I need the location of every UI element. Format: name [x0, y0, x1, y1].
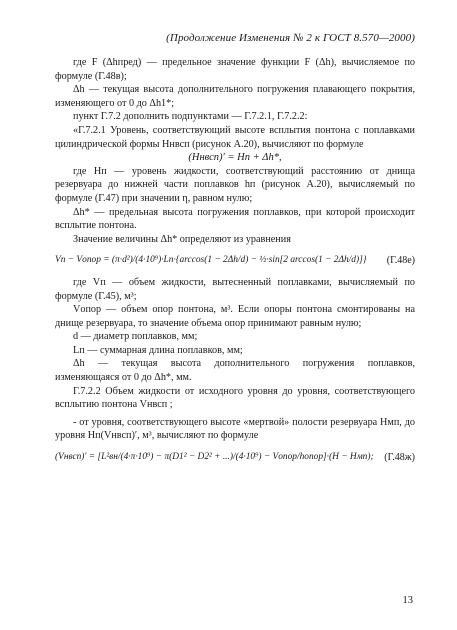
paragraph-6: Δh* — предельная высота погружения поплавков, при которой происходит всплытие понтона.	[55, 206, 415, 232]
formula-number-48zh: (Г.48ж)	[384, 452, 415, 464]
formula-float-volume: Vп − Vопор = (π·d²)/(4·10⁹)·Lп·{arccos(1 − 2Δh/d) − ½·sin[2 arccos(1 − 2Δh/d)]}	[55, 255, 367, 266]
paragraph-14: - от уровня, соответствующего высоте «мертвой» полости резервуара Hмп, до уровня Hп(Vнвсп)′, м³, вычисляют по формуле	[55, 416, 415, 442]
formula-number-48e: (Г.48е)	[386, 255, 415, 267]
paragraph-5: где Hп — уровень жидкости, соответствующий расстоянию от днища резервуара до нижней части поплавков hп (рисунок А.20), вычисляемый по формуле (Г.47) при значении η, равном нулю;	[55, 165, 415, 204]
paragraph-1: где F (Δhпред) — предельное значение функции F (Δh), вычисляемое по формуле (Г.48в);	[55, 57, 415, 82]
paragraph-2: Δh — текущая высота дополнительного погружения плавающего покрытия, изменяющего от 0 до Δh1*;	[55, 84, 415, 109]
paragraph-4: «Г.7.2.1 Уровень, соответствующий высоте всплытия понтона с поплавками цилиндрической формы Hнвсп (рисунок А.20), вычисляют по формуле	[55, 124, 415, 150]
paragraph-3: пункт Г.7.2 дополнить подпунктами — Г.7.2.1, Г.7.2.2:	[73, 111, 308, 123]
paragraph-13: Г.7.2.2 Объем жидкости от исходного уровня до уровня, соответствующего всплытию понтона Vнвсп ;	[55, 385, 415, 411]
paragraph-11: Lп — суммарная длина поплавков, мм;	[73, 344, 243, 356]
formula-liquid-volume: (Vнвсп)′ = [L²вн/(4·π·10⁹) − π(D1² − D2² + ...)/(4·10⁹) − Vопор/hопор]·(H − Hмп);	[55, 452, 374, 463]
formula-float-level: (Hнвсп)′ = Hп + Δh*,	[188, 152, 282, 164]
formula-block-48e	[55, 254, 415, 268]
paragraph-8: где Vп — объем жидкости, вытесненный поплавками, вычисляемый по формуле (Г.45), м³;	[55, 276, 415, 302]
paragraph-9: Vопор — объем опор понтона, м³. Если опоры понтона смонтированы на днище резервуара, то значение объема опор принимают равным нулю;	[55, 304, 415, 329]
page-number: 13	[402, 595, 413, 606]
paragraph-10: d — диаметр поплавков, мм;	[73, 331, 198, 343]
paragraph-7: Значение величины Δh* определяют из уравнения	[73, 233, 291, 245]
paragraph-12: Δh — текущая высота дополнительного погружения поплавков, изменяющаяся от 0 до Δh*, мм.	[55, 358, 415, 384]
document-body	[55, 56, 415, 473]
formula-block-48zh	[55, 451, 415, 465]
page-header: (Продолжение Изменения № 2 к ГОСТ 8.570—2000)	[166, 32, 415, 44]
